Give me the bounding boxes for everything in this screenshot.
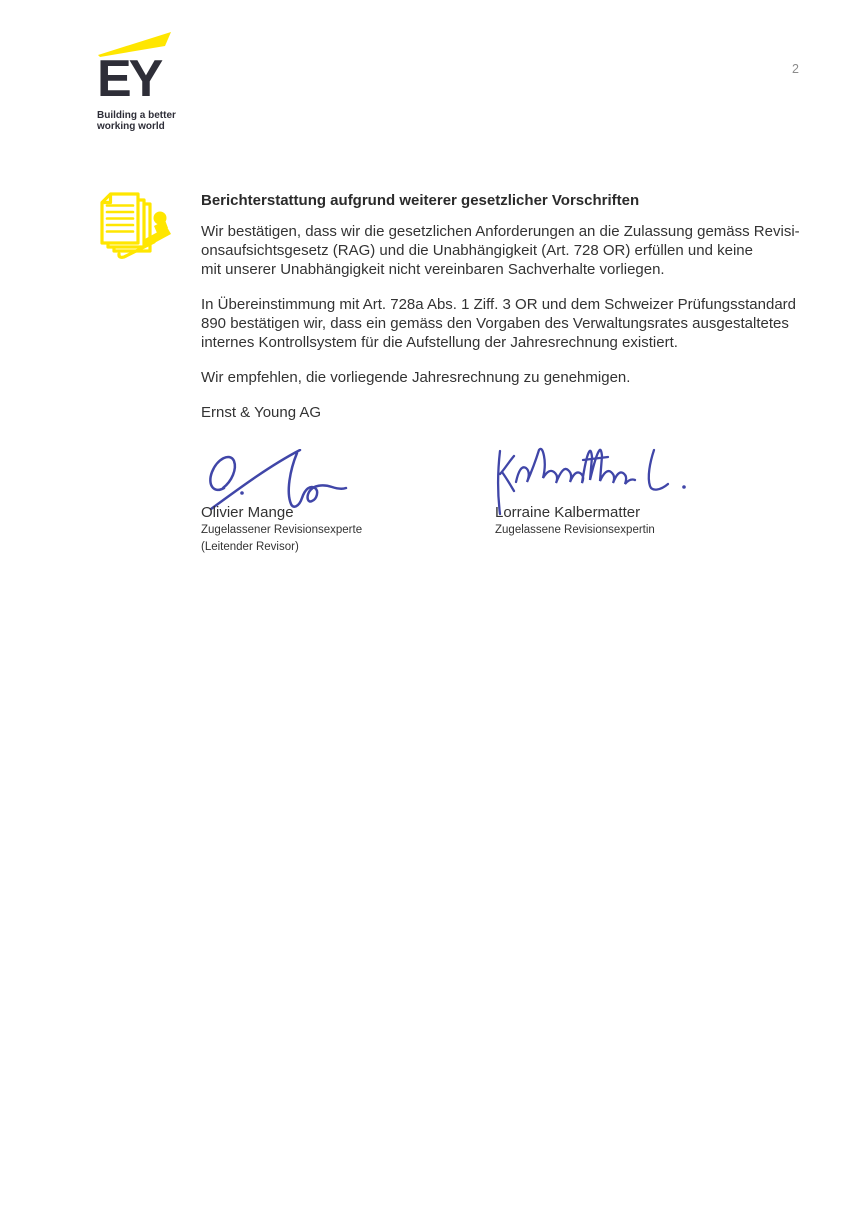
signer-title: Zugelassener Revisionsexperte bbox=[201, 524, 363, 536]
signer-name: Olivier Mange bbox=[201, 504, 294, 521]
ey-tagline bbox=[97, 110, 217, 132]
paragraph-internal-controls bbox=[201, 295, 816, 352]
section-heading: Berichterstattung aufgrund weiterer gesetzlicher Vorschriften bbox=[201, 192, 640, 209]
report-body bbox=[201, 191, 816, 422]
text-line: Wir empfehlen, die vorliegende Jahresrechnung zu genehmigen. bbox=[201, 369, 631, 386]
text-line: 890 bestätigen wir, dass ein gemäss den Vorgaben des Verwaltungsrates ausgestaltetes bbox=[201, 315, 789, 332]
paragraph-recommendation bbox=[201, 368, 816, 387]
page-number: 2 bbox=[792, 62, 799, 76]
signer-subtitle: (Leitender Revisor) bbox=[201, 541, 299, 553]
text-line: In Übereinstimmung mit Art. 728a Abs. 1 Ziff. 3 OR und dem Schweizer Prüfungsstandard bbox=[201, 296, 797, 313]
ey-wordmark: EY bbox=[97, 50, 161, 108]
text-line: mit unserer Unabhängigkeit nicht vereinbaren Sachverhalte vorliegen. bbox=[201, 261, 665, 278]
documents-stamp-icon bbox=[92, 188, 184, 270]
text-line: onsaufsichtsgesetz (RAG) und die Unabhängigkeit (Art. 728 OR) erfüllen und keine bbox=[201, 242, 753, 259]
ey-tagline-line2: working world bbox=[97, 121, 165, 132]
company-name: Ernst & Young AG bbox=[201, 404, 322, 421]
signature-area bbox=[201, 447, 816, 577]
paragraph-independence bbox=[201, 222, 816, 279]
signer-name: Lorraine Kalbermatter bbox=[495, 504, 641, 521]
signer-title: Zugelassene Revisionsexpertin bbox=[495, 524, 655, 536]
text-line: internes Kontrollsystem für die Aufstellung der Jahresrechnung existiert. bbox=[201, 334, 678, 351]
signer-block-lorraine-kalbermatter bbox=[495, 504, 655, 539]
ey-logo bbox=[97, 32, 217, 132]
ey-tagline-line1: Building a better bbox=[97, 110, 176, 121]
signer-block-olivier-mange bbox=[201, 504, 362, 556]
text-line: Wir bestätigen, dass wir die gesetzlichen Anforderungen an die Zulassung gemäss Revisi- bbox=[201, 223, 800, 240]
